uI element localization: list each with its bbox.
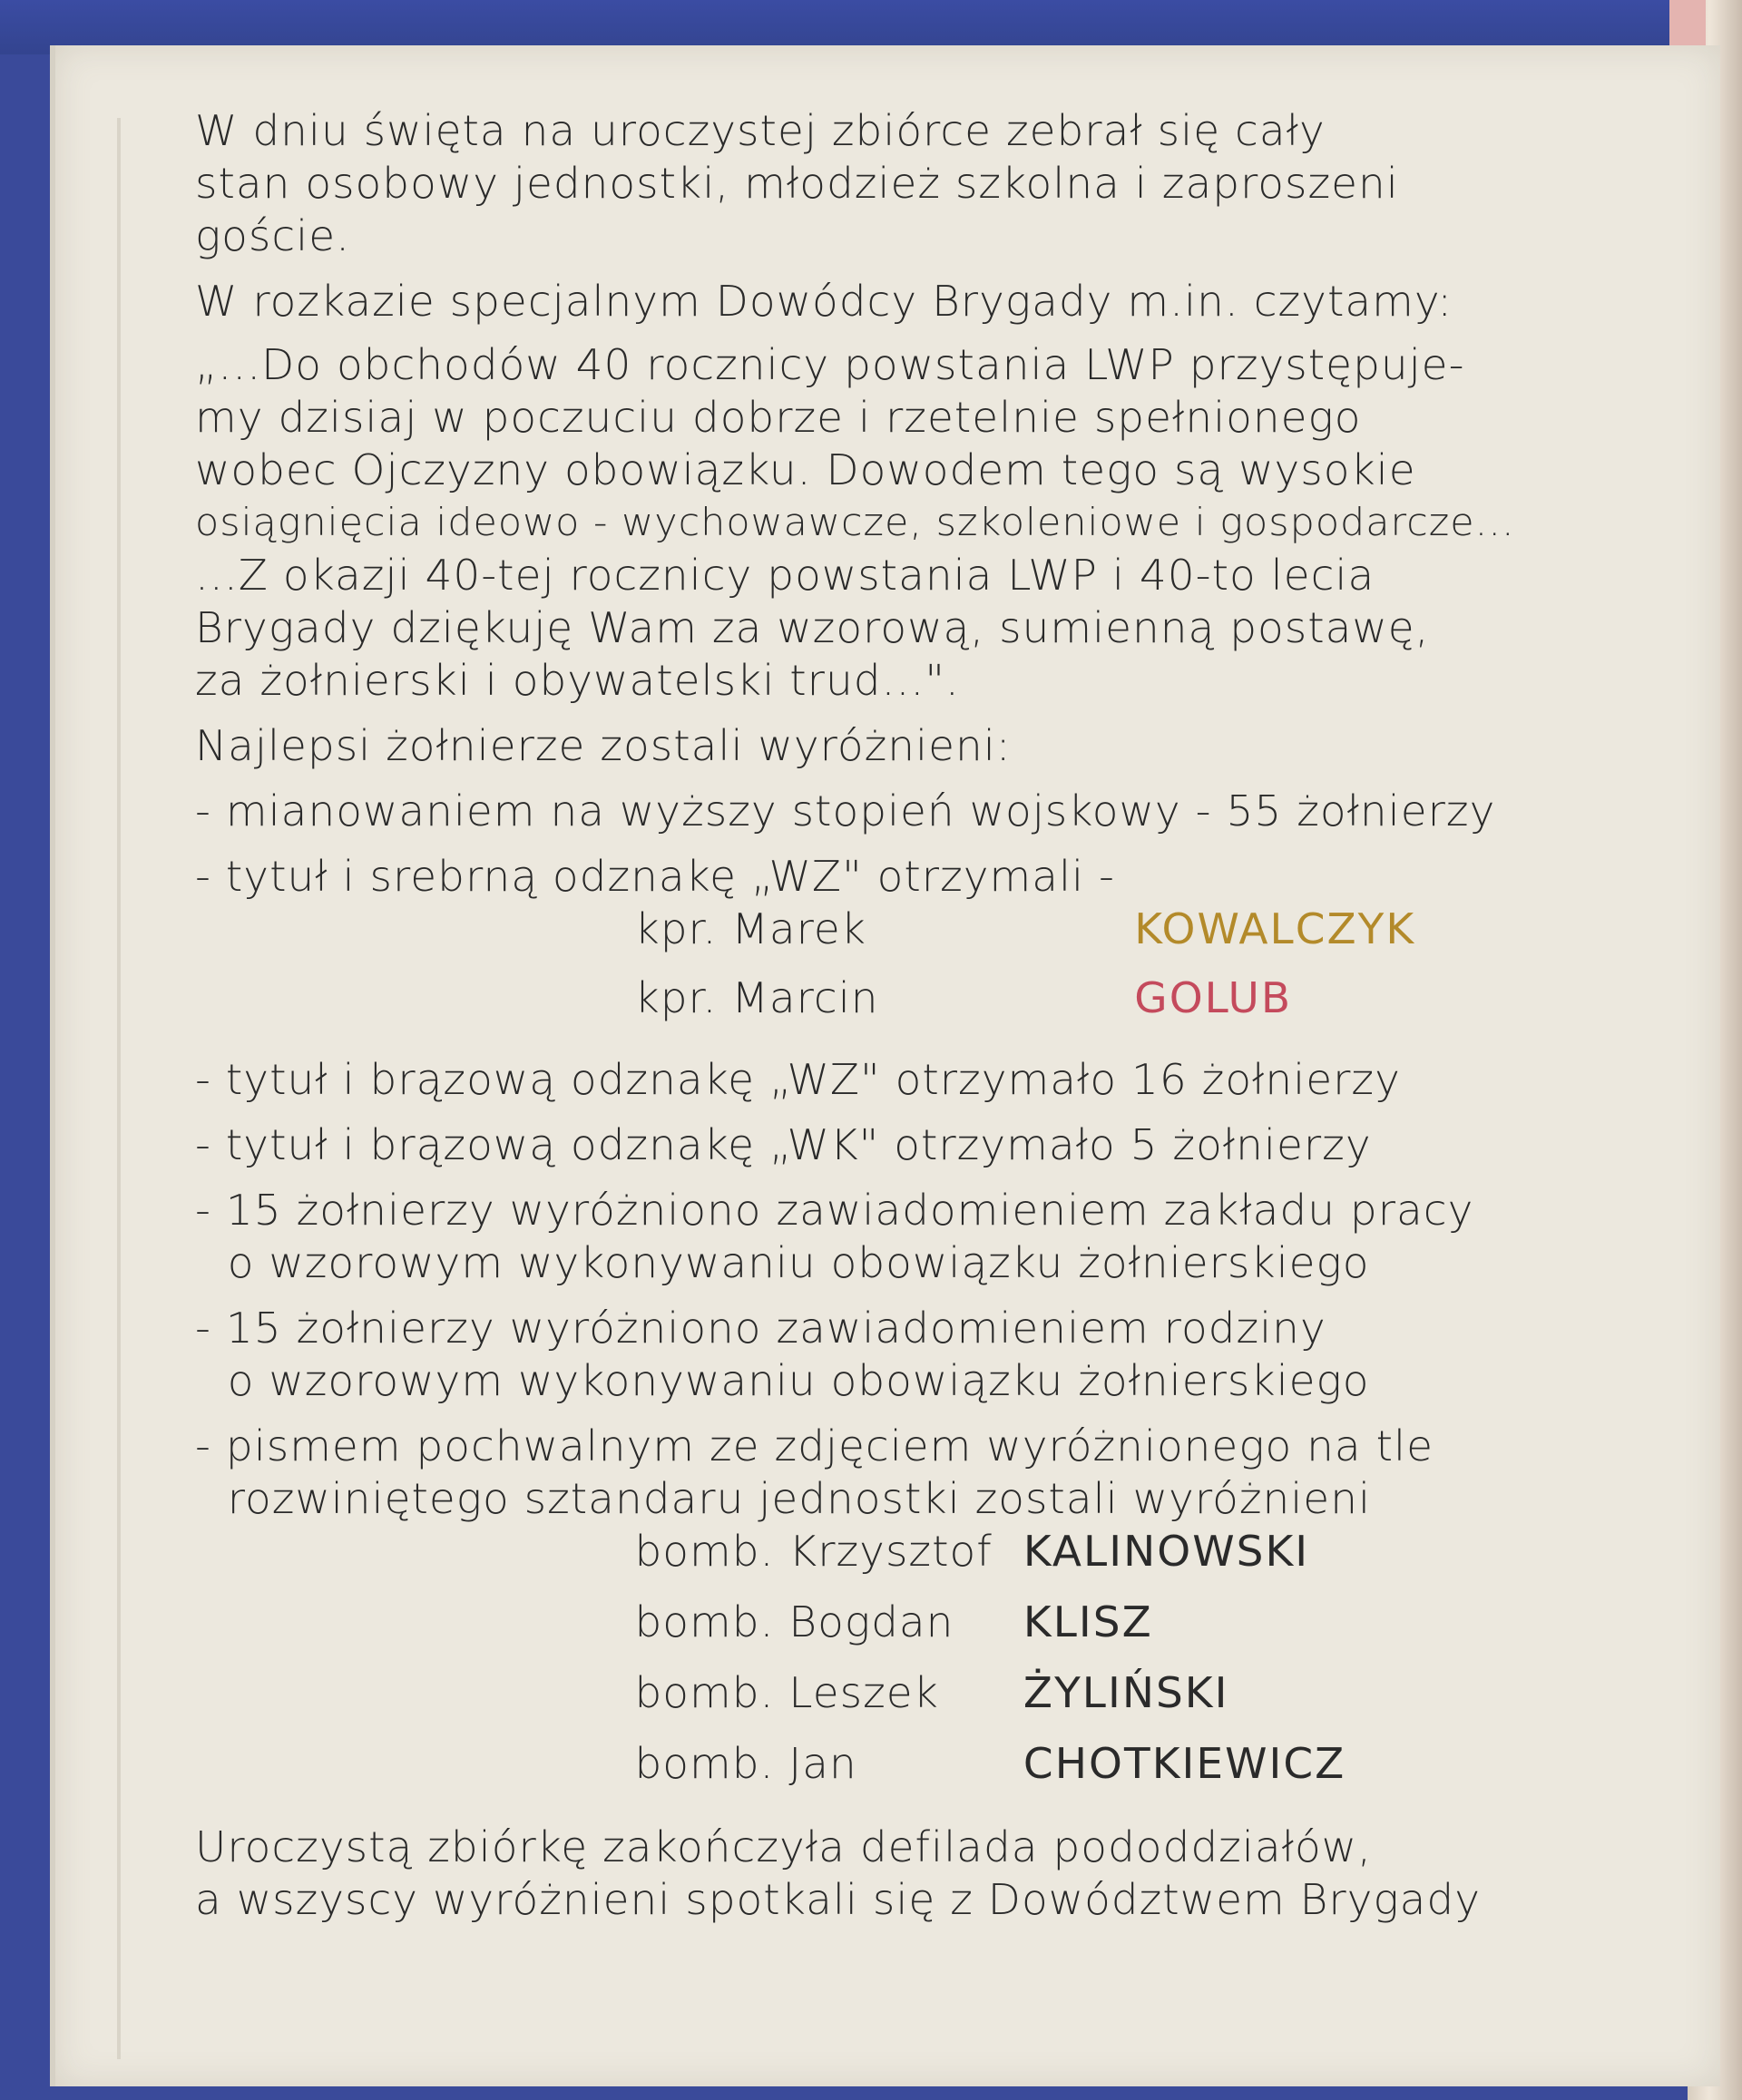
text-line: W dniu święta na uroczystej zbiórce zebrał się cały [195, 106, 1326, 155]
recipient-surname: GOLUB [1134, 973, 1293, 1022]
text-line: goście. [195, 211, 351, 260]
recipient-surname: KALINOWSKI [1023, 1527, 1310, 1576]
text-line: stan osobowy jednostki, młodzież szkolna i zaproszeni [195, 159, 1399, 208]
recipient-surname: KLISZ [1023, 1597, 1153, 1646]
text-line: rozwiniętego sztandaru jednostki zostali wyróżnieni [227, 1474, 1372, 1523]
recipient-row [195, 972, 1676, 1040]
recipient-row [195, 903, 1676, 972]
text-line: wobec Ojczyzny obowiązku. Dowodem tego są wysokie [195, 445, 1416, 494]
award-bronze-wz: - tytuł i brązową odznakę „WZ" otrzymało 16 żołnierzy [195, 1055, 1401, 1104]
recipient-rank: bomb. Krzysztof [634, 1527, 993, 1576]
recipient-row [195, 1666, 1676, 1737]
paragraph-closing [195, 1821, 1676, 1926]
recipient-row [195, 1737, 1676, 1808]
text-line: Uroczystą zbiórkę zakończyła defilada pododdziałów, [195, 1822, 1373, 1871]
paragraph-gathering [195, 104, 1676, 262]
text-line: my dzisiaj w poczuciu dobrze i rzetelnie spełnionego [195, 393, 1362, 442]
award-letter [195, 1420, 1676, 1525]
award-bronze-wk: - tytuł i brązową odznakę „WK" otrzymało 5 żołnierzy [195, 1120, 1372, 1169]
text-line: o wzorowym wykonywaniu obowiązku żołnierskiego [227, 1356, 1370, 1405]
page-margin-line [117, 118, 121, 2059]
text-line: Brygady dziękuję Wam za wzorową, sumienną postawę, [195, 603, 1430, 652]
text-line: - 15 żołnierzy wyróżniono zawiadomieniem zakładu pracy [195, 1186, 1474, 1235]
text-line: a wszyscy wyróżnieni spotkali się z Dowództwem Brygady [195, 1875, 1482, 1924]
text-line: ...Z okazji 40-tej rocznicy powstania LWP i 40-to lecia [195, 551, 1375, 600]
recipient-row [195, 1596, 1676, 1666]
award-workplace [195, 1184, 1676, 1289]
recipient-rank: bomb. Bogdan [634, 1597, 954, 1646]
recipient-surname: KOWALCZYK [1134, 904, 1416, 953]
text-line: - 15 żołnierzy wyróżniono zawiadomieniem rodziny [195, 1304, 1326, 1353]
recipient-rank: kpr. Marek [634, 904, 867, 953]
award-silver: - tytuł i srebrną odznakę „WZ" otrzymali - [195, 852, 1116, 901]
text-line: - pismem pochwalnym ze zdjęciem wyróżnionego na tle [195, 1421, 1434, 1470]
award-promotion: - mianowaniem na wyższy stopień wojskowy - 55 żołnierzy [195, 786, 1496, 835]
award-family [195, 1302, 1676, 1407]
paragraph-order-quote [195, 275, 1676, 707]
recipient-rank: kpr. Marcin [634, 973, 879, 1022]
text-line: W rozkazie specjalnym Dowódcy Brygady m.in. czytamy: [195, 277, 1453, 326]
handwritten-text [195, 104, 1676, 1926]
recipient-rank: bomb. Jan [634, 1739, 857, 1788]
awards-intro: Najlepsi żołnierze zostali wyróżnieni: [195, 721, 1012, 770]
recipient-rank: bomb. Leszek [634, 1668, 939, 1717]
recipient-surname: CHOTKIEWICZ [1023, 1739, 1346, 1788]
recipient-surname: ŻYLIŃSKI [1023, 1668, 1229, 1717]
text-line: o wzorowym wykonywaniu obowiązku żołnierskiego [227, 1238, 1370, 1287]
text-line: osiągnięcia ideowo - wychowawcze, szkoleniowe i gospodarcze... [195, 500, 1515, 544]
text-line: „...Do obchodów 40 rocznicy powstania LWP przystępuje- [195, 340, 1465, 389]
recipient-row [195, 1525, 1676, 1596]
text-line: za żołnierski i obywatelski trud...". [195, 656, 960, 705]
